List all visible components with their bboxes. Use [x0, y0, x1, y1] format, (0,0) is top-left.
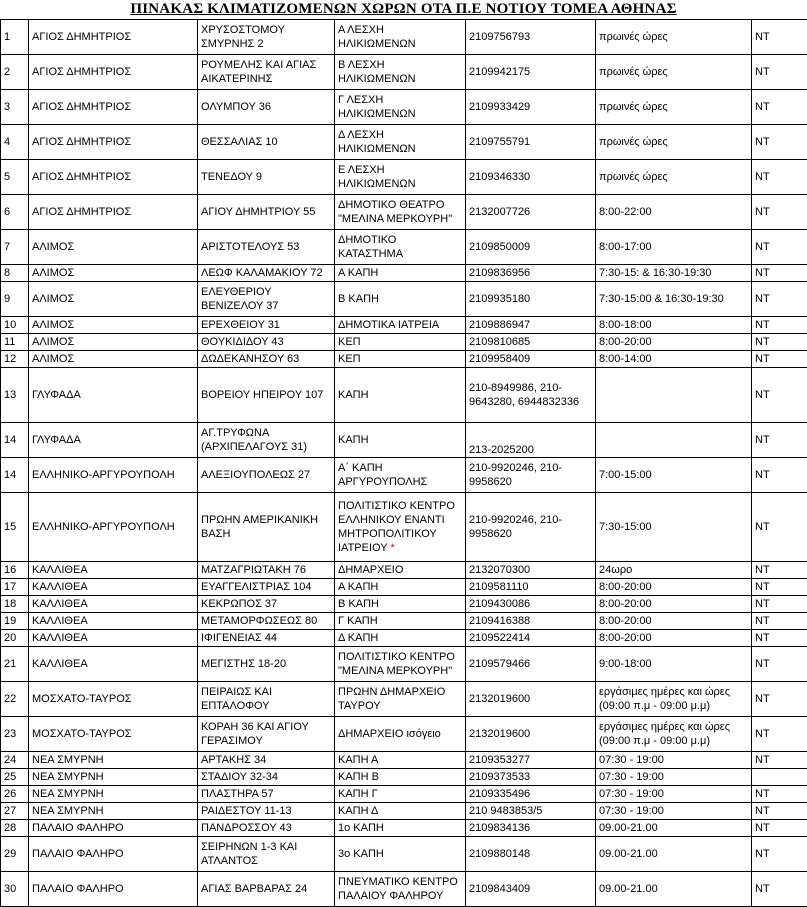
- row-number: 8: [1, 265, 29, 282]
- phone-cell: 2109886947: [466, 317, 596, 334]
- note-cell: ΝΤ: [752, 282, 807, 317]
- row-number: 19: [1, 613, 29, 630]
- row-number: 10: [1, 317, 29, 334]
- address-cell: ΕΡΕΧΘΕΙΟΥ 31: [198, 317, 335, 334]
- hours-cell: 07:30 - 19:00: [596, 769, 752, 786]
- row-number: 15: [1, 493, 29, 562]
- hours-cell: 7:30-15: & 16:30-19:30: [596, 265, 752, 282]
- note-cell: ΝΤ: [752, 423, 807, 458]
- venue-cell: ΚΑΠΗ: [335, 368, 466, 423]
- table-row: [1, 317, 807, 334]
- note-cell: ΝΤ: [752, 596, 807, 613]
- phone-cell: 2109353277: [466, 752, 596, 769]
- hours-cell: πρωινές ώρες: [596, 20, 752, 55]
- row-number: 27: [1, 803, 29, 820]
- row-number: 24: [1, 752, 29, 769]
- table-row: [1, 562, 807, 579]
- address-cell: ΡΟΥΜΕΛΗΣ ΚΑΙ ΑΓΙΑΣ ΑΙΚΑΤΕΡΙΝΗΣ: [198, 55, 335, 90]
- note-cell: ΝΤ: [752, 647, 807, 682]
- row-number: 12: [1, 351, 29, 368]
- table-row: [1, 786, 807, 803]
- hours-cell: 7:30-15:00: [596, 493, 752, 562]
- phone-cell: 2109373533: [466, 769, 596, 786]
- municipality-cell: ΑΛΙΜΟΣ: [29, 317, 198, 334]
- phone-cell: 2109430086: [466, 596, 596, 613]
- address-cell: ΑΓΙΑΣ ΒΑΡΒΑΡΑΣ 24: [198, 872, 335, 907]
- hours-cell: 7:30-15:00 & 16:30-19:30: [596, 282, 752, 317]
- address-cell: ΛΕΩΦ ΚΑΛΑΜΑΚΙΟΥ 72: [198, 265, 335, 282]
- row-number: 16: [1, 562, 29, 579]
- address-cell: ΒΟΡΕΙΟΥ ΗΠΕΙΡΟΥ 107: [198, 368, 335, 423]
- phone-cell: 210 9483853/5: [466, 803, 596, 820]
- municipality-cell: ΚΑΛΛΙΘΕΑ: [29, 630, 198, 647]
- row-number: 30: [1, 872, 29, 907]
- table-row: [1, 55, 807, 90]
- note-cell: ΝΤ: [752, 493, 807, 562]
- phone-cell: 2109850009: [466, 230, 596, 265]
- page-title: ΠΙΝΑΚΑΣ ΚΛΙΜΑΤΙΖΟΜΕΝΩΝ ΧΩΡΩΝ ΟΤΑ Π.Ε ΝΟΤΙΟΥ ΤΟΜΕΑ ΑΘΗΝΑΣ: [0, 0, 807, 19]
- address-cell: ΑΡΙΣΤΟΤΕΛΟΥΣ 53: [198, 230, 335, 265]
- note-cell: ΝΤ: [752, 265, 807, 282]
- table-row: [1, 579, 807, 596]
- table-row: [1, 613, 807, 630]
- venue-cell: Α ΛΕΣΧΗ ΗΛΙΚΙΩΜΕΝΩΝ: [335, 20, 466, 55]
- phone-cell: 210-9920246, 210-9958620: [466, 458, 596, 493]
- table-row: [1, 125, 807, 160]
- venues-table: [0, 19, 807, 907]
- row-number: 7: [1, 230, 29, 265]
- hours-cell: 8:00-20:00: [596, 334, 752, 351]
- hours-cell: [596, 423, 752, 458]
- row-number: 11: [1, 334, 29, 351]
- address-cell: ΠΑΝΔΡΟΣΣΟΥ 43: [198, 820, 335, 837]
- note-cell: ΝΤ: [752, 630, 807, 647]
- row-number: 2: [1, 55, 29, 90]
- address-cell: ΜΑΤΖΑΓΡΙΩΤΑΚΗ 76: [198, 562, 335, 579]
- phone-cell: 2132007726: [466, 195, 596, 230]
- note-cell: ΝΤ: [752, 55, 807, 90]
- municipality-cell: ΑΓΙΟΣ ΔΗΜΗΤΡΙΟΣ: [29, 90, 198, 125]
- phone-cell: 2109834136: [466, 820, 596, 837]
- address-cell: ΕΥΑΓΓΕΛΙΣΤΡΙΑΣ 104: [198, 579, 335, 596]
- phone-cell: 2109335496: [466, 786, 596, 803]
- table-row: [1, 20, 807, 55]
- table-row: [1, 493, 807, 562]
- municipality-cell: ΠΑΛΑΙΟ ΦΑΛΗΡΟ: [29, 837, 198, 872]
- address-cell: ΑΡΤΑΚΗΣ 34: [198, 752, 335, 769]
- address-cell: ΑΓ.ΤΡΥΦΩΝΑ (ΑΡΧΙΠΕΛΑΓΟΥΣ 31): [198, 423, 335, 458]
- table-row: [1, 351, 807, 368]
- hours-cell: 07:30 - 19:00: [596, 803, 752, 820]
- table-row: [1, 630, 807, 647]
- municipality-cell: ΚΑΛΛΙΘΕΑ: [29, 647, 198, 682]
- municipality-cell: ΑΛΙΜΟΣ: [29, 334, 198, 351]
- table-row: [1, 334, 807, 351]
- row-number: 21: [1, 647, 29, 682]
- municipality-cell: ΠΑΛΑΙΟ ΦΑΛΗΡΟ: [29, 872, 198, 907]
- hours-cell: 09.00-21.00: [596, 872, 752, 907]
- venue-cell: ΚΕΠ: [335, 334, 466, 351]
- row-number: 14: [1, 458, 29, 493]
- note-cell: ΝΤ: [752, 368, 807, 423]
- hours-cell: πρωινές ώρες: [596, 160, 752, 195]
- row-number: 23: [1, 717, 29, 752]
- venue-cell: Ε ΛΕΣΧΗ ΗΛΙΚΙΩΜΕΝΩΝ: [335, 160, 466, 195]
- phone-cell: 210-9920246, 210-9958620: [466, 493, 596, 562]
- row-number: 5: [1, 160, 29, 195]
- phone-cell: 2109522414: [466, 630, 596, 647]
- address-cell: ΜΕΤΑΜΟΡΦΩΣΕΩΣ 80: [198, 613, 335, 630]
- venue-cell: 3ο ΚΑΠΗ: [335, 837, 466, 872]
- note-cell: ΝΤ: [752, 458, 807, 493]
- venue-cell: Β ΚΑΠΗ: [335, 282, 466, 317]
- row-number: 25: [1, 769, 29, 786]
- municipality-cell: ΝΕΑ ΣΜΥΡΝΗ: [29, 786, 198, 803]
- address-cell: ΠΕΙΡΑΙΩΣ ΚΑΙ ΕΠΤΑΛΟΦΟΥ: [198, 682, 335, 717]
- phone-cell: 2132019600: [466, 717, 596, 752]
- hours-cell: 8:00-20:00: [596, 579, 752, 596]
- address-cell: ΣΕΙΡΗΝΩΝ 1-3 ΚΑΙ ΑΤΛΑΝΤΟΣ: [198, 837, 335, 872]
- phone-cell: 2109416388: [466, 613, 596, 630]
- table-row: [1, 872, 807, 907]
- venue-cell: Γ ΚΑΠΗ: [335, 613, 466, 630]
- phone-cell: 2109933429: [466, 90, 596, 125]
- row-number: 3: [1, 90, 29, 125]
- municipality-cell: ΑΛΙΜΟΣ: [29, 351, 198, 368]
- note-cell: ΝΤ: [752, 837, 807, 872]
- municipality-cell: ΑΓΙΟΣ ΔΗΜΗΤΡΙΟΣ: [29, 160, 198, 195]
- venue-cell: Β ΛΕΣΧΗ ΗΛΙΚΙΩΜΕΝΩΝ: [335, 55, 466, 90]
- table-row: [1, 820, 807, 837]
- venue-cell: Β ΚΑΠΗ: [335, 596, 466, 613]
- municipality-cell: ΚΑΛΛΙΘΕΑ: [29, 596, 198, 613]
- hours-cell: 8:00-20:00: [596, 630, 752, 647]
- venue-cell: ΚΑΠΗ: [335, 423, 466, 458]
- venue-cell: ΚΑΠΗ Β: [335, 769, 466, 786]
- phone-cell: 2109935180: [466, 282, 596, 317]
- venue-cell: Γ ΛΕΣΧΗ ΗΛΙΚΙΩΜΕΝΩΝ: [335, 90, 466, 125]
- table-row: [1, 160, 807, 195]
- phone-cell: 2109346330: [466, 160, 596, 195]
- address-cell: ΣΤΑΔΙΟΥ 32-34: [198, 769, 335, 786]
- hours-cell: 8:00-22:00: [596, 195, 752, 230]
- table-row: [1, 458, 807, 493]
- note-cell: ΝΤ: [752, 579, 807, 596]
- municipality-cell: ΚΑΛΛΙΘΕΑ: [29, 562, 198, 579]
- row-number: 26: [1, 786, 29, 803]
- venue-cell: ΚΑΠΗ Δ: [335, 803, 466, 820]
- table-row: [1, 647, 807, 682]
- venue-cell: ΔΗΜΟΤΙΚΟ ΚΑΤΑΣΤΗΜΑ: [335, 230, 466, 265]
- footnote-mark: *: [390, 542, 394, 554]
- row-number: 6: [1, 195, 29, 230]
- note-cell: ΝΤ: [752, 786, 807, 803]
- hours-cell: 8:00-14:00: [596, 351, 752, 368]
- municipality-cell: ΝΕΑ ΣΜΥΡΝΗ: [29, 769, 198, 786]
- venue-cell: Δ ΛΕΣΧΗ ΗΛΙΚΙΩΜΕΝΩΝ: [335, 125, 466, 160]
- hours-cell: 8:00-20:00: [596, 613, 752, 630]
- address-cell: ΚΟΡΑΗ 36 ΚΑΙ ΑΓΙΟΥ ΓΕΡΑΣΙΜΟΥ: [198, 717, 335, 752]
- address-cell: ΟΛΥΜΠΟΥ 36: [198, 90, 335, 125]
- municipality-cell: ΕΛΛΗΝΙΚΟ-ΑΡΓΥΡΟΥΠΟΛΗ: [29, 458, 198, 493]
- phone-cell: 2109755791: [466, 125, 596, 160]
- hours-cell: 09.00-21.00: [596, 837, 752, 872]
- phone-cell: 213-2025200: [466, 423, 596, 458]
- address-cell: ΑΛΕΞΙΟΥΠΟΛΕΩΣ 27: [198, 458, 335, 493]
- hours-cell: 7:00-15:00: [596, 458, 752, 493]
- table-row: [1, 752, 807, 769]
- hours-cell: [596, 368, 752, 423]
- municipality-cell: ΜΟΣΧΑΤΟ-ΤΑΥΡΟΣ: [29, 682, 198, 717]
- row-number: 29: [1, 837, 29, 872]
- phone-cell: 2109581110: [466, 579, 596, 596]
- hours-cell: 8:00-17:00: [596, 230, 752, 265]
- note-cell: ΝΤ: [752, 803, 807, 820]
- note-cell: ΝΤ: [752, 562, 807, 579]
- table-row: [1, 596, 807, 613]
- address-cell: ΜΕΓΙΣΤΗΣ 18-20: [198, 647, 335, 682]
- note-cell: ΝΤ: [752, 872, 807, 907]
- phone-cell: 2109810685: [466, 334, 596, 351]
- row-number: 28: [1, 820, 29, 837]
- table-row: [1, 195, 807, 230]
- venue-cell: ΠΝΕΥΜΑΤΙΚΟ ΚΕΝΤΡΟ ΠΑΛΑΙΟΥ ΦΑΛΗΡΟΥ: [335, 872, 466, 907]
- address-cell: ΡΑΙΔΕΣΤΟΥ 11-13: [198, 803, 335, 820]
- venue-cell: ΠΡΩΗΝ ΔΗΜΑΡΧΕΙΟ ΤΑΥΡΟΥ: [335, 682, 466, 717]
- venue-cell: ΔΗΜΑΡΧΕΙΟ: [335, 562, 466, 579]
- municipality-cell: ΑΛΙΜΟΣ: [29, 265, 198, 282]
- address-cell: ΤΕΝΕΔΟΥ 9: [198, 160, 335, 195]
- table-row: [1, 265, 807, 282]
- venue-cell: ΚΑΠΗ Γ: [335, 786, 466, 803]
- municipality-cell: ΑΓΙΟΣ ΔΗΜΗΤΡΙΟΣ: [29, 55, 198, 90]
- note-cell: ΝΤ: [752, 160, 807, 195]
- note-cell: ΝΤ: [752, 334, 807, 351]
- phone-cell: 2109880148: [466, 837, 596, 872]
- row-number: 22: [1, 682, 29, 717]
- row-number: 18: [1, 596, 29, 613]
- phone-cell: 2132070300: [466, 562, 596, 579]
- hours-cell: 8:00-18:00: [596, 317, 752, 334]
- municipality-cell: ΑΓΙΟΣ ΔΗΜΗΤΡΙΟΣ: [29, 125, 198, 160]
- municipality-cell: ΑΓΙΟΣ ΔΗΜΗΤΡΙΟΣ: [29, 20, 198, 55]
- note-cell: [752, 769, 807, 786]
- note-cell: ΝΤ: [752, 351, 807, 368]
- note-cell: ΝΤ: [752, 90, 807, 125]
- venue-cell: ΚΕΠ: [335, 351, 466, 368]
- municipality-cell: ΑΛΙΜΟΣ: [29, 230, 198, 265]
- row-number: 20: [1, 630, 29, 647]
- municipality-cell: ΑΛΙΜΟΣ: [29, 282, 198, 317]
- table-row: [1, 368, 807, 423]
- row-number: 17: [1, 579, 29, 596]
- note-cell: ΝΤ: [752, 717, 807, 752]
- note-cell: ΝΤ: [752, 317, 807, 334]
- address-cell: ΑΓΙΟΥ ΔΗΜΗΤΡΙΟΥ 55: [198, 195, 335, 230]
- table-row: [1, 230, 807, 265]
- address-cell: ΘΕΣΣΑΛΙΑΣ 10: [198, 125, 335, 160]
- phone-cell: 2109579466: [466, 647, 596, 682]
- hours-cell: 07:30 - 19:00: [596, 752, 752, 769]
- municipality-cell: ΓΛΥΦΑΔΑ: [29, 368, 198, 423]
- table-row: [1, 837, 807, 872]
- table-row: [1, 682, 807, 717]
- venue-cell: ΚΑΠΗ Α: [335, 752, 466, 769]
- hours-cell: εργάσιμες ημέρες και ώρες (09:00 π.μ - 09:00 μ.μ): [596, 682, 752, 717]
- hours-cell: 07:30 - 19:00: [596, 786, 752, 803]
- note-cell: ΝΤ: [752, 125, 807, 160]
- municipality-cell: ΠΑΛΑΙΟ ΦΑΛΗΡΟ: [29, 820, 198, 837]
- note-cell: ΝΤ: [752, 195, 807, 230]
- table-row: [1, 769, 807, 786]
- municipality-cell: ΚΑΛΛΙΘΕΑ: [29, 579, 198, 596]
- hours-cell: 9:00-18:00: [596, 647, 752, 682]
- municipality-cell: ΝΕΑ ΣΜΥΡΝΗ: [29, 752, 198, 769]
- phone-cell: 2109942175: [466, 55, 596, 90]
- phone-cell: 2109836956: [466, 265, 596, 282]
- table-row: [1, 803, 807, 820]
- address-cell: ΕΛΕΥΘΕΡΙΟΥ ΒΕΝΙΖΕΛΟΥ 37: [198, 282, 335, 317]
- venue-cell: ΔΗΜΟΤΙΚΑ ΙΑΤΡΕΙΑ: [335, 317, 466, 334]
- municipality-cell: ΚΑΛΛΙΘΕΑ: [29, 613, 198, 630]
- venue-cell: 1ο ΚΑΠΗ: [335, 820, 466, 837]
- address-cell: ΔΩΔΕΚΑΝΗΣΟΥ 63: [198, 351, 335, 368]
- address-cell: ΠΛΑΣΤΗΡΑ 57: [198, 786, 335, 803]
- venue-cell: Α΄ ΚΑΠΗ ΑΡΓΥΡΟΥΠΟΛΗΣ: [335, 458, 466, 493]
- phone-cell: 2109756793: [466, 20, 596, 55]
- table-row: [1, 90, 807, 125]
- hours-cell: πρωινές ώρες: [596, 55, 752, 90]
- phone-cell: 2132019600: [466, 682, 596, 717]
- row-number: 4: [1, 125, 29, 160]
- row-number: 14: [1, 423, 29, 458]
- phone-cell: 2109843409: [466, 872, 596, 907]
- address-cell: ΚΕΚΡΩΠΟΣ 37: [198, 596, 335, 613]
- note-cell: ΝΤ: [752, 230, 807, 265]
- address-cell: ΠΡΩΗΝ ΑΜΕΡΙΚΑΝΙΚΗ ΒΑΣΗ: [198, 493, 335, 562]
- table-row: [1, 423, 807, 458]
- venue-cell: ΠΟΛΙΤΙΣΤΙΚΟ ΚΕΝΤΡΟ "ΜΕΛΙΝΑ ΜΕΡΚΟΥΡΗ": [335, 647, 466, 682]
- venue-cell: Α ΚΑΠΗ: [335, 265, 466, 282]
- phone-cell: 2109958409: [466, 351, 596, 368]
- note-cell: ΝΤ: [752, 682, 807, 717]
- venue-cell: ΔΗΜΟΤΙΚΟ ΘΕΑΤΡΟ "ΜΕΛΙΝΑ ΜΕΡΚΟΥΡΗ": [335, 195, 466, 230]
- row-number: 1: [1, 20, 29, 55]
- row-number: 13: [1, 368, 29, 423]
- venue-cell: ΠΟΛΙΤΙΣΤΙΚΟ ΚΕΝΤΡΟ ΕΛΛΗΝΙΚΟΥ ΕΝΑΝΤΙ ΜΗΤΡΟΠΟΛΙΤΙΚΟΥ ΙΑΤΡΕΙΟΥ *: [335, 493, 466, 562]
- municipality-cell: ΜΟΣΧΑΤΟ-ΤΑΥΡΟΣ: [29, 717, 198, 752]
- hours-cell: 24ωρο: [596, 562, 752, 579]
- table-row: [1, 717, 807, 752]
- hours-cell: πρωινές ώρες: [596, 125, 752, 160]
- hours-cell: εργάσιμες ημέρες και ώρες (09:00 π.μ - 09:00 μ.μ): [596, 717, 752, 752]
- note-cell: ΝΤ: [752, 20, 807, 55]
- venue-cell: Δ ΚΑΠΗ: [335, 630, 466, 647]
- hours-cell: 8:00-20:00: [596, 596, 752, 613]
- note-cell: ΝΤ: [752, 613, 807, 630]
- hours-cell: πρωινές ώρες: [596, 90, 752, 125]
- address-cell: ΘΟΥΚΙΔΙΔΟΥ 43: [198, 334, 335, 351]
- note-cell: ΝΤ: [752, 820, 807, 837]
- row-number: 9: [1, 282, 29, 317]
- phone-cell: 210-8949986, 210-9643280, 6944832336: [466, 368, 596, 423]
- hours-cell: 09.00-21.00: [596, 820, 752, 837]
- venue-cell: Α ΚΑΠΗ: [335, 579, 466, 596]
- venue-cell: ΔΗΜΑΡΧΕΙΟ ισόγειο: [335, 717, 466, 752]
- table-row: [1, 282, 807, 317]
- address-cell: ΧΡΥΣΟΣΤΟΜΟΥ ΣΜΥΡΝΗΣ 2: [198, 20, 335, 55]
- municipality-cell: ΓΛΥΦΑΔΑ: [29, 423, 198, 458]
- municipality-cell: ΕΛΛΗΝΙΚΟ-ΑΡΓΥΡΟΥΠΟΛΗ: [29, 493, 198, 562]
- note-cell: ΝΤ: [752, 752, 807, 769]
- address-cell: ΙΦΙΓΕΝΕΙΑΣ 44: [198, 630, 335, 647]
- municipality-cell: ΑΓΙΟΣ ΔΗΜΗΤΡΙΟΣ: [29, 195, 198, 230]
- municipality-cell: ΝΕΑ ΣΜΥΡΝΗ: [29, 803, 198, 820]
